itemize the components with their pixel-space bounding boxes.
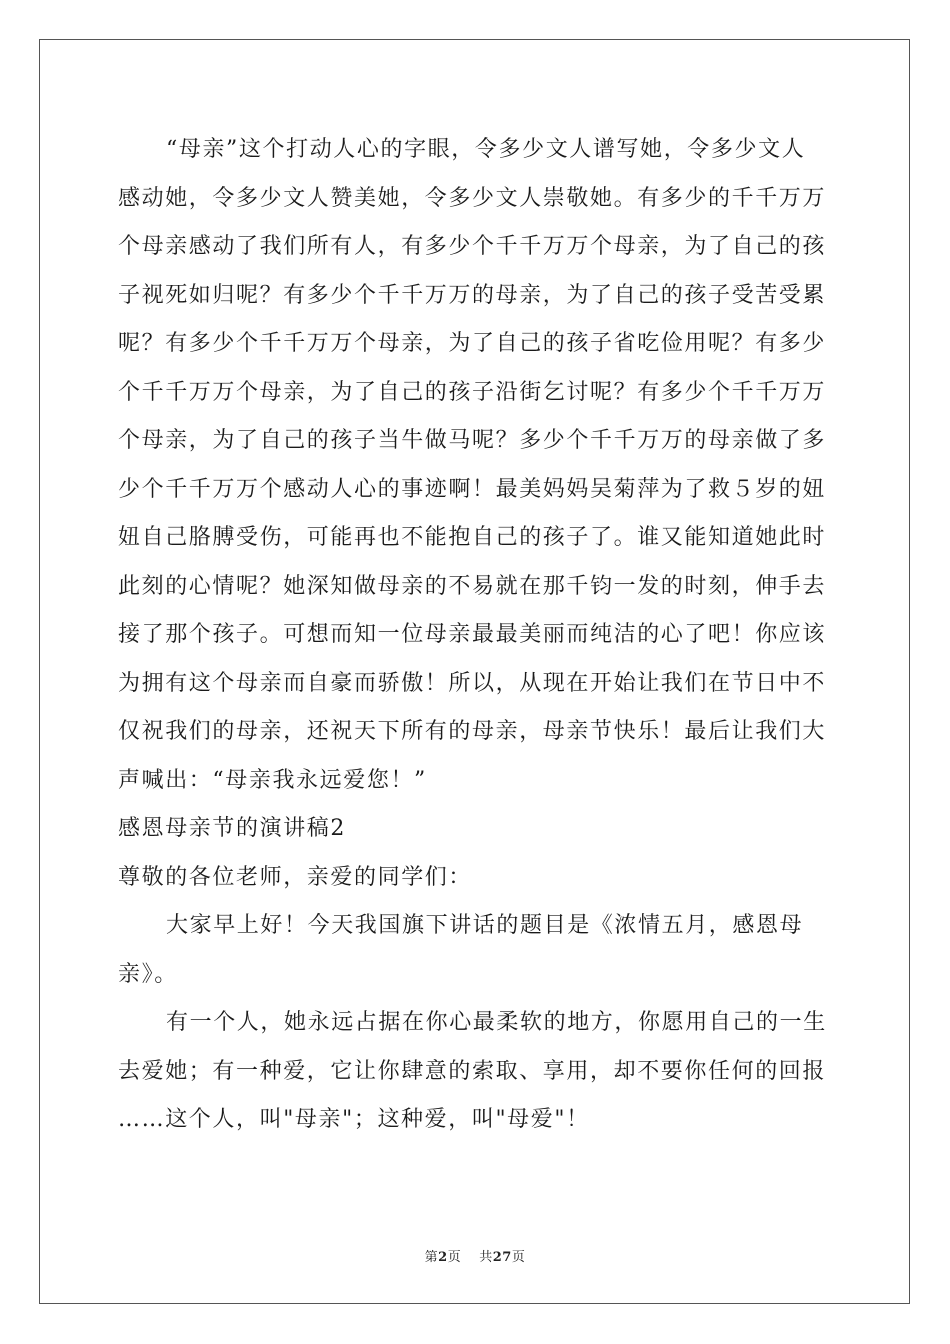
- text-line: 呢？有多少个千千万万个母亲，为了自己的孩子省吃俭用呢？有多少: [118, 331, 827, 356]
- text-line: 去爱她；有一种爱，它让你肆意的索取、享用，却不要你任何的回报: [118, 1058, 827, 1084]
- page-prefix: 第: [424, 1250, 439, 1265]
- total-pages: 27: [492, 1250, 512, 1265]
- text-line: 有一个人，她永远占据在你心最柔软的地方，你愿用自己的一生: [166, 1010, 827, 1035]
- document-body: [118, 126, 834, 1145]
- heading-text: 感恩母亲节的演讲稿2: [118, 816, 346, 841]
- text-line: 大家早上好！今天我国旗下讲话的题目是《浓情五月，感恩母: [166, 913, 804, 938]
- text-line: 声喊出：“母亲我永远爱您！”: [118, 767, 427, 793]
- paragraph: [118, 999, 834, 1145]
- page-number: 2: [438, 1250, 448, 1265]
- text-line: 子视死如归呢？有多少个千千万万的母亲，为了自己的孩子受苦受累: [118, 282, 827, 308]
- paragraph: [118, 126, 834, 805]
- text-line: 少个千千万万个感动人心的事迹啊！最美妈妈吴菊萍为了救５岁的妞: [118, 476, 827, 502]
- text-line: 个母亲感动了我们所有人，有多少个千千万万个母亲，为了自己的孩: [118, 234, 827, 259]
- page-suffix: 页: [447, 1250, 462, 1265]
- text-line: 亲》。: [118, 961, 178, 987]
- section-heading: [118, 805, 834, 854]
- page-footer: [0, 1246, 950, 1265]
- text-line: 妞自己胳膊受伤，可能再也不能抱自己的孩子了。谁又能知道她此时: [118, 525, 827, 550]
- text-line: 仅祝我们的母亲，还祝天下所有的母亲，母亲节快乐！最后让我们大: [118, 719, 827, 744]
- text-line: 接了那个孩子。可想而知一位母亲最最美丽而纯洁的心了吧！你应该: [118, 622, 827, 647]
- total-prefix: 共: [479, 1250, 493, 1265]
- total-suffix: 页: [511, 1250, 526, 1265]
- text-line: 为拥有这个母亲而自豪而骄傲！所以，从现在开始让我们在节日中不: [118, 670, 827, 696]
- text-line: ……这个人，叫"母亲"；这种爱，叫"母爱"！: [118, 1107, 590, 1132]
- salutation-text: 尊敬的各位老师，亲爱的同学们：: [118, 864, 473, 890]
- paragraph: [118, 902, 834, 999]
- text-line: 个千千万万个母亲，为了自己的孩子沿街乞讨呢？有多少个千千万万: [118, 379, 827, 405]
- text-line: 此刻的心情呢？她深知做母亲的不易就在那千钧一发的时刻，伸手去: [118, 573, 827, 599]
- text-line: 个母亲，为了自己的孩子当牛做马呢？多少个千千万万的母亲做了多: [118, 428, 827, 453]
- text-line: 感动她，令多少文人赞美她，令多少文人崇敬她。有多少的千千万万: [118, 185, 827, 211]
- salutation: [118, 854, 834, 903]
- text-line: “母亲”这个打动人心的字眼，令多少文人谱写她，令多少文人: [166, 137, 806, 162]
